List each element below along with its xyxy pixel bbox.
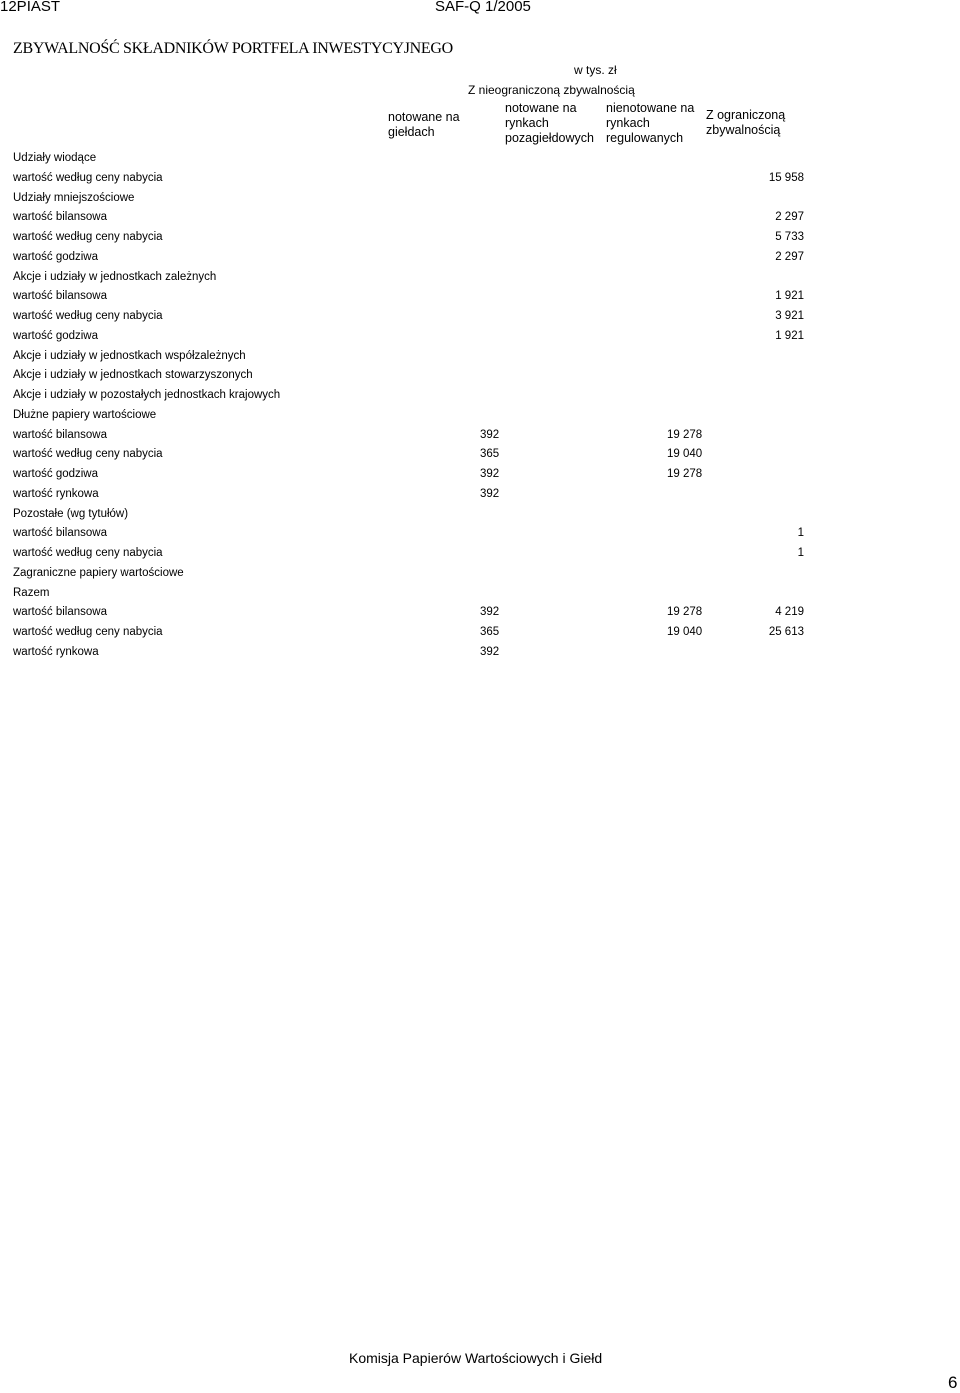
footer-text: Komisja Papierów Wartościowych i Giełd <box>349 1350 603 1366</box>
value-restricted: 1 921 <box>775 329 804 342</box>
value-restricted: 1 <box>797 547 804 559</box>
row-label: wartość bilansowa <box>13 211 107 224</box>
table-row <box>0 468 960 488</box>
value-restricted: 3 921 <box>775 310 804 322</box>
row-label: wartość godziwa <box>13 468 99 480</box>
value-restricted: 2 297 <box>775 211 804 224</box>
row-label: wartość godziwa <box>13 329 99 342</box>
value-restricted: 2 297 <box>775 250 804 263</box>
column-header-restricted: Z ograniczoną zbywalnością <box>706 108 786 137</box>
table-row <box>0 409 960 429</box>
table-row <box>0 310 960 330</box>
table-row <box>0 626 960 646</box>
value-restricted: 5 733 <box>775 231 804 243</box>
table-row <box>0 152 960 172</box>
value-unlisted: 19 278 <box>667 428 703 441</box>
table-row <box>0 271 960 291</box>
value-listed-exchange: 365 <box>480 626 500 638</box>
row-label: Zagraniczne papiery wartościowe <box>13 566 184 579</box>
row-label: wartość według ceny nabycia <box>13 626 163 638</box>
table-row <box>0 587 960 607</box>
row-label: wartość według ceny nabycia <box>13 310 163 322</box>
table-row <box>0 192 960 212</box>
row-label: Akcje i udziały w pozostałych jednostkach krajowych <box>13 389 281 401</box>
table-row <box>0 369 960 389</box>
row-label: Pozostałe (wg tytułów) <box>13 507 129 520</box>
table-row <box>0 290 960 310</box>
row-label: Akcje i udziały w jednostkach zależnych <box>13 270 217 283</box>
value-unlisted: 19 278 <box>667 606 703 619</box>
value-unlisted: 19 278 <box>667 468 703 480</box>
table-row <box>0 646 960 666</box>
row-label: wartość według ceny nabycia <box>13 171 163 184</box>
value-listed-exchange: 392 <box>480 428 500 441</box>
row-label: Akcje i udziały w jednostkach współzależnych <box>13 349 246 362</box>
value-listed-exchange: 365 <box>480 448 500 461</box>
table-row <box>0 231 960 251</box>
column-header-listed-exchange: notowane na giełdach <box>388 110 460 139</box>
table-row <box>0 330 960 350</box>
value-unlisted: 19 040 <box>667 448 703 461</box>
table-row <box>0 251 960 271</box>
value-listed-exchange: 392 <box>480 487 500 500</box>
page-number: 6 <box>948 1373 958 1392</box>
row-label: wartość rynkowa <box>13 645 99 658</box>
row-label: wartość bilansowa <box>13 428 107 441</box>
table-row <box>0 606 960 626</box>
table-row <box>0 547 960 567</box>
table-row <box>0 429 960 449</box>
row-label: wartość rynkowa <box>13 487 99 500</box>
row-label: wartość godziwa <box>13 250 99 263</box>
row-label: Razem <box>13 586 50 599</box>
value-listed-exchange: 392 <box>480 645 500 658</box>
column-header-unlisted: nienotowane na rynkach regulowanych <box>606 101 695 145</box>
value-restricted: 4 219 <box>775 606 804 619</box>
table-row <box>0 527 960 547</box>
row-label: Udziały wiodące <box>13 152 97 164</box>
unit-label: w tys. zł <box>574 63 617 77</box>
table-row <box>0 448 960 468</box>
row-label: wartość według ceny nabycia <box>13 231 163 243</box>
row-label: wartość według ceny nabycia <box>13 547 163 559</box>
value-unlisted: 19 040 <box>667 626 703 638</box>
row-label: wartość bilansowa <box>13 290 107 303</box>
value-restricted: 25 613 <box>768 626 804 638</box>
row-label: wartość bilansowa <box>13 606 107 619</box>
value-restricted: 1 <box>797 527 804 540</box>
table-row <box>0 567 960 587</box>
table-row <box>0 350 960 370</box>
value-restricted: 1 921 <box>775 290 804 303</box>
row-label: Akcje i udziały w jednostkach stowarzyszonych <box>13 369 253 382</box>
row-label: wartość bilansowa <box>13 527 107 540</box>
header-left: 12PIAST <box>0 0 61 15</box>
table-row <box>0 211 960 231</box>
row-label: Dłużne papiery wartościowe <box>13 408 157 421</box>
table-row <box>0 488 960 508</box>
row-label: wartość według ceny nabycia <box>13 448 163 461</box>
page-title: ZBYWALNOŚĆ SKŁADNIKÓW PORTFELA INWESTYCYJNEGO <box>13 40 453 57</box>
column-header-listed-otc: notowane na rynkach pozagiełdowych <box>505 101 594 145</box>
value-listed-exchange: 392 <box>480 606 500 619</box>
value-listed-exchange: 392 <box>480 468 500 480</box>
row-label: Udziały mniejszościowe <box>13 191 135 204</box>
table-row <box>0 172 960 192</box>
value-restricted: 15 958 <box>768 171 804 184</box>
group-header: Z nieograniczoną zbywalnością <box>468 83 635 97</box>
header-center: SAF-Q 1/2005 <box>435 0 531 15</box>
table-row <box>0 389 960 409</box>
table-row <box>0 508 960 528</box>
